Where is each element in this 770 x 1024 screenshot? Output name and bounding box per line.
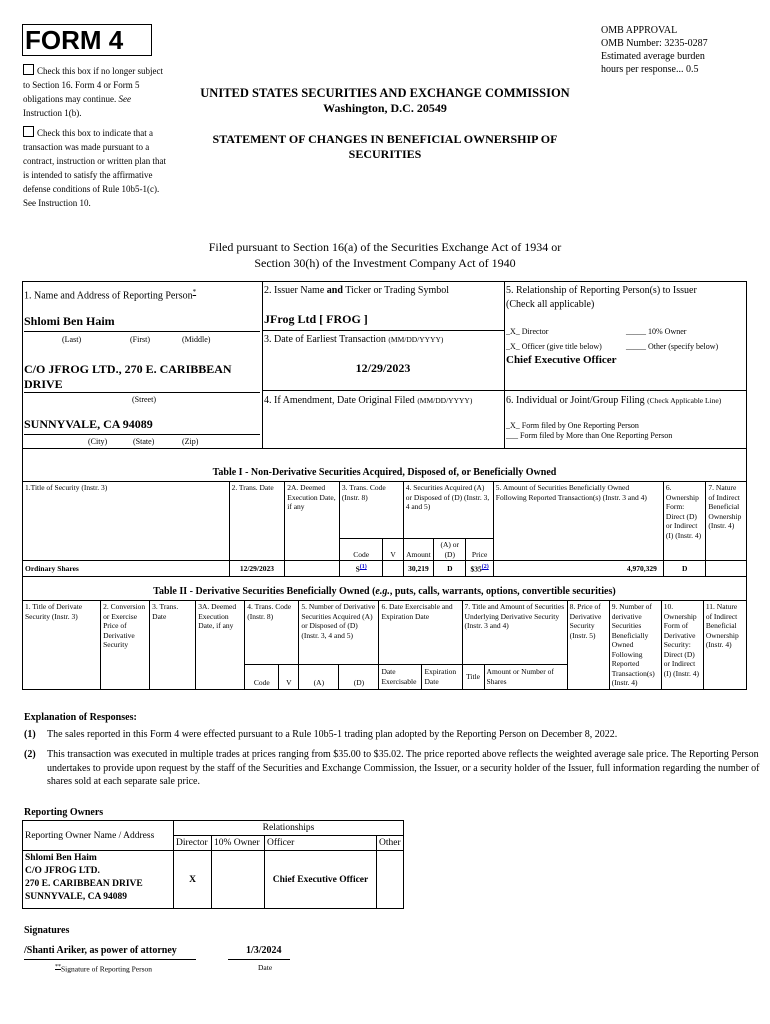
box6-label-text: 6. Individual or Joint/Group Filing — [506, 395, 645, 406]
street-address: C/O JFROG LTD., 270 E. CARIBBEAN DRIVE — [24, 362, 232, 391]
t2-sub-date-exercisable: Date Exercisable — [379, 665, 422, 689]
rule10b5-checkbox-block — [23, 126, 171, 210]
t2-col-nature: 11. Nature of Indirect Beneficial Ownership (Instr. 4) — [703, 601, 746, 690]
t1-price-value: $35 — [470, 564, 482, 574]
table1-header-row — [23, 482, 747, 539]
footnote-number-2: (2) — [24, 749, 36, 760]
t1-sub-price: Price — [466, 539, 493, 561]
t2-sub-amount: Amount or Number of Shares — [484, 665, 567, 689]
t1-sub-ad: (A) or (D) — [434, 539, 466, 561]
t2-sub-a: (A) — [299, 665, 339, 689]
owner-address-line: Shlomi Ben Haim — [25, 853, 97, 863]
section16-see: See — [118, 94, 131, 104]
date-line — [228, 959, 290, 960]
t1-amount: 30,219 — [403, 561, 433, 577]
owners-col-director: Director — [174, 836, 212, 851]
box6-label-small: (Check Applicable Line) — [647, 396, 722, 405]
section16-checkbox[interactable] — [23, 64, 34, 75]
t1-sub-code: Code — [339, 539, 383, 561]
t2-col-conversion: 2. Conversion or Exercise Price of Derivative Security — [101, 601, 150, 690]
agency-city: Washington, D.C. 20549 — [323, 101, 447, 115]
ten-percent-owner-check: _____ 10% Owner — [626, 327, 687, 336]
divider — [504, 281, 505, 449]
date-label: Date — [258, 963, 273, 972]
table1 — [22, 481, 747, 577]
owners-col-name: Reporting Owner Name / Address — [23, 821, 174, 851]
box3-format: (MM/DD/YYYY) — [388, 335, 444, 344]
t1-owned: 4,970,329 — [493, 561, 663, 577]
divider — [24, 392, 260, 393]
table2-header-row — [23, 601, 747, 665]
t1-date: 12/29/2023 — [229, 561, 285, 577]
t2-sub-v: V — [279, 665, 299, 689]
t2-col-trans-date: 3. Trans. Date — [150, 601, 196, 690]
table2-title — [22, 585, 747, 598]
box1-label-text: 1. Name and Address of Reporting Person — [24, 290, 193, 302]
t2-col-ownership-form: 10. Ownership Form of Derivative Security: Direct (D) or Indirect (I) (Instr. 4) — [661, 601, 703, 690]
divider — [24, 434, 260, 435]
footnote-text-1: The sales reported in this Form 4 were effected pursuant to a Rule 10b5-1 trading plan adopted by the Reporting Person on December 8, 2022. — [47, 729, 618, 740]
table2-title-b: , puts, calls, warrants, options, convertible securities) — [389, 586, 616, 597]
agency-name: UNITED STATES SECURITIES AND EXCHANGE COMMISSION — [200, 86, 570, 100]
box3-label — [264, 333, 443, 346]
box2-label-a: 2. Issuer Name — [264, 285, 325, 296]
director-check: _X_ Director — [506, 327, 549, 336]
filed-pursuant-2: Section 30(h) of the Investment Company Act of 1940 — [254, 256, 516, 270]
table1-title: Table I - Non-Derivative Securities Acquired, Disposed of, or Beneficially Owned — [212, 467, 557, 478]
divider — [262, 390, 747, 391]
box5-label-1: 5. Relationship of Reporting Person(s) to Issuer — [506, 285, 697, 296]
label-street: (Street) — [132, 395, 156, 404]
box1-star: * — [192, 288, 197, 296]
omb-line: hours per response... 0.5 — [601, 64, 699, 75]
owner-officer: Chief Executive Officer — [265, 851, 377, 909]
owners-col-officer: Officer — [265, 836, 377, 851]
owners-relationships-row — [23, 821, 404, 836]
t2-col-deemed-date: 3A. Deemed Execution Date, if any — [196, 601, 245, 690]
t2-col-trans-code: 4. Trans. Code (Instr. 8) — [245, 601, 299, 665]
signature-label — [55, 963, 152, 974]
omb-approval — [601, 24, 761, 76]
t2-col-derivative-count: 5. Number of Derivative Securities Acquired (A) or Disposed of (D) (Instr. 3, 4 and 5) — [299, 601, 379, 665]
signature-line — [24, 959, 196, 960]
label-city: (City) — [88, 437, 108, 446]
rule10b5-text: Check this box to indicate that a transaction was made pursuant to a contract, instruction or written plan that is intended to satisfy the affirmative defense conditions of Rule 10b5-1(c). See Instruction 10. — [23, 128, 166, 208]
owner-address-line: 270 E. CARIBBEAN DRIVE — [25, 879, 143, 889]
rule10b5-checkbox[interactable] — [23, 126, 34, 137]
footnote-text-2: This transaction was executed in multiple trades at prices ranging from $35.00 to $35.02. The price reported above reflects the weighted average sale price. The Reporting Person undertakes to provide upon request by the staff of the Securities and Exchange Commission, the Issuer, or a security holder of the Issuer, full information regarding the number of shares sold at each separate sale price. — [47, 749, 760, 787]
owner-10-percent — [212, 851, 265, 909]
label-state: (State) — [133, 437, 155, 446]
issuer-name: JFrog Ltd [ FROG ] — [264, 312, 368, 326]
owner-address-line: C/O JFROG LTD. — [25, 866, 100, 876]
section16-instruction: Instruction 1(b). — [23, 108, 82, 118]
table2-title-a: Table II - Derivative Securities Beneficially Owned ( — [153, 586, 376, 597]
filed-pursuant-1: Filed pursuant to Section 16(a) of the Securities Exchange Act of 1934 or — [208, 240, 562, 254]
box4-format: (MM/DD/YYYY) — [417, 396, 473, 405]
earliest-transaction-date: 12/29/2023 — [355, 361, 411, 375]
footnote-link[interactable]: (2) — [481, 564, 489, 570]
t1-col-trans-code: 3. Trans. Code (Instr. 8) — [339, 482, 403, 539]
owner-address-line: SUNNYVALE, CA 94089 — [25, 892, 127, 902]
label-middle: (Middle) — [182, 335, 211, 344]
t1-code-value: S — [355, 564, 360, 574]
signatures-heading: Signatures — [24, 925, 70, 936]
statement-title-1: STATEMENT OF CHANGES IN BENEFICIAL OWNERSHIP OF — [212, 132, 558, 146]
other-check: _____ Other (specify below) — [626, 342, 719, 351]
form-title: FORM 4 — [25, 25, 124, 55]
footnote-link[interactable]: (1) — [359, 564, 367, 570]
t1-col-amount-owned: 5. Amount of Securities Beneficially Owned Following Reported Transaction(s) (Instr. 3 and 4) — [493, 482, 663, 561]
t2-col-number-owned: 9. Number of derivative Securities Beneficially Owned Following Reported Transaction(s) (Instr. 4) — [609, 601, 661, 690]
label-zip: (Zip) — [182, 437, 199, 446]
omb-line: OMB Number: 3235-0287 — [601, 38, 708, 49]
owner-other — [377, 851, 404, 909]
signature-label-text: Signature of Reporting Person — [61, 964, 153, 974]
box2-label-and: and — [326, 285, 343, 296]
t2-col-underlying: 7. Title and Amount of Securities Underlying Derivative Security (Instr. 3 and 4) — [462, 601, 567, 665]
footnote-number-1: (1) — [24, 729, 36, 740]
explanation-heading: Explanation of Responses: — [24, 712, 137, 723]
t1-sub-v: V — [383, 539, 403, 561]
t1-security: Ordinary Shares — [23, 561, 230, 577]
t1-col-securities: 4. Securities Acquired (A) or Disposed of (D) (Instr. 3, 4 and 5) — [403, 482, 493, 539]
officer-title: Chief Executive Officer — [506, 354, 617, 366]
owner-director: X — [174, 851, 212, 909]
t2-sub-code: Code — [245, 665, 279, 689]
box2-label — [264, 284, 449, 297]
t2-sub-d: (D) — [339, 665, 379, 689]
divider — [262, 330, 505, 331]
omb-line: OMB APPROVAL — [601, 25, 678, 36]
table-row — [23, 851, 404, 909]
statement-title-2: SECURITIES — [348, 147, 422, 161]
signer-name: /Shanti Ariker, as power of attorney — [24, 945, 177, 956]
filed-by-more: ___ Form filed by More than One Reporting Person — [506, 431, 673, 440]
box4-label — [264, 394, 472, 407]
t2-col-price: 8. Price of Derivative Security (Instr. 5) — [567, 601, 609, 690]
t1-col-title: 1.Title of Security (Instr. 3) — [23, 482, 230, 561]
box5-label-2: (Check all applicable) — [506, 299, 595, 310]
t1-sub-amount: Amount — [403, 539, 433, 561]
t2-sub-title: Title — [462, 665, 484, 689]
filed-by-one: _X_ Form filed by One Reporting Person — [506, 421, 639, 430]
box3-label-text: 3. Date of Earliest Transaction — [264, 334, 386, 345]
box4-label-text: 4. If Amendment, Date Original Filed — [264, 395, 415, 406]
owner-address — [23, 851, 174, 909]
t1-col-trans-date: 2. Trans. Date — [229, 482, 285, 561]
t1-col-ownership-form: 6. Ownership Form: Direct (D) or Indirect (I) (Instr. 4) — [663, 482, 706, 561]
signature-date: 1/3/2024 — [246, 945, 282, 956]
signature-stars: ** — [55, 964, 61, 970]
reporting-owners-heading: Reporting Owners — [24, 807, 104, 818]
t2-col-title: 1. Title of Derivate Security (Instr. 3) — [23, 601, 101, 690]
t1-ad: D — [434, 561, 466, 577]
label-first: (First) — [130, 335, 150, 344]
section16-text: Check this box if no longer subject to Section 16. Form 4 or Form 5 obligations may continue. — [23, 66, 163, 104]
officer-check: _X_ Officer (give title below) — [506, 342, 602, 351]
reporting-owners-table — [22, 820, 404, 909]
t1-form: D — [663, 561, 706, 577]
t2-sub-expiration-date: Expiration Date — [422, 665, 462, 689]
omb-line: Estimated average burden — [601, 51, 705, 62]
city-state-zip: SUNNYVALE, CA 94089 — [24, 417, 153, 431]
box1-label — [24, 286, 196, 302]
box2-label-b: Ticker or Trading Symbol — [345, 285, 450, 296]
t2-col-exercisable: 6. Date Exercisable and Expiration Date — [379, 601, 462, 665]
owners-relationships: Relationships — [174, 821, 404, 836]
t1-col-nature: 7. Nature of Indirect Beneficial Ownership (Instr. 4) — [706, 482, 747, 561]
t1-col-deemed-date: 2A. Deemed Execution Date, if any — [285, 482, 340, 561]
box6-label — [506, 394, 721, 407]
section16-checkbox-block — [23, 64, 171, 120]
table2-title-eg: e.g. — [375, 586, 390, 597]
table2 — [22, 600, 747, 690]
reporting-person-name: Shlomi Ben Haim — [24, 314, 115, 328]
owners-col-other: Other — [377, 836, 404, 851]
owners-col-10: 10% Owner — [212, 836, 265, 851]
label-last: (Last) — [62, 335, 82, 344]
divider — [24, 331, 260, 332]
form-title-box — [22, 24, 152, 56]
